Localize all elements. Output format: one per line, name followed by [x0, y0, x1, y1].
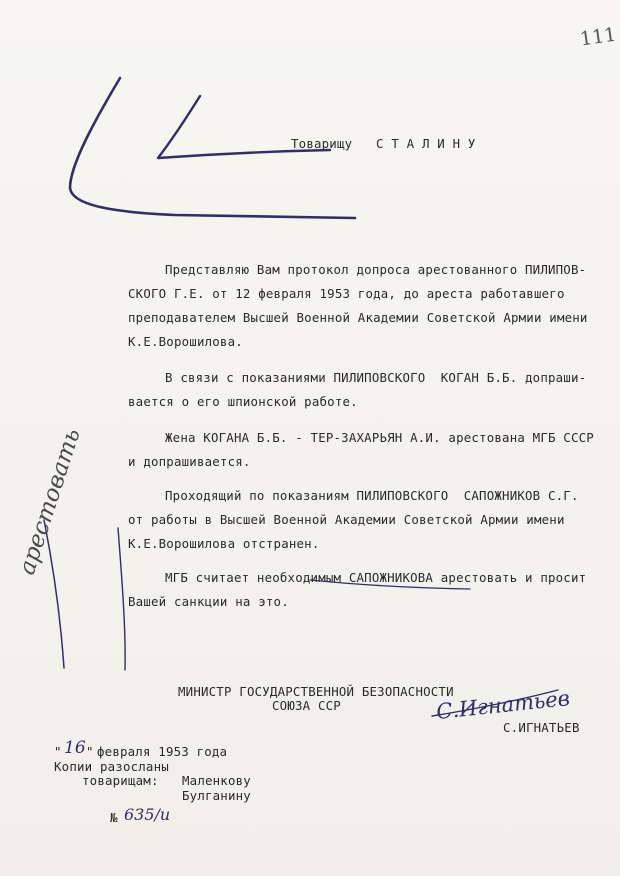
body-paragraph-1-line-3: преподавателем Высшей Военной Академии Советской Армии имени: [128, 310, 588, 325]
body-paragraph-2-line-1: В связи с показаниями ПИЛИПОВСКОГО КОГАН Б.Б. допраши-: [165, 370, 587, 385]
body-paragraph-2-line-2: вается о его шпионской работе.: [128, 394, 358, 409]
date-rest: февраля 1953 года: [97, 744, 228, 759]
recipient-2: Булганину: [182, 788, 251, 803]
body-paragraph-4-line-2: от работы в Высшей Военной Академии Советской Армии имени: [128, 512, 565, 527]
archive-page-number: 111: [578, 23, 618, 51]
recipient-1: Маленкову: [182, 773, 251, 788]
body-paragraph-1-line-2: СКОГО Г.Е. от 12 февраля 1953 года, до ареста работавшего: [128, 286, 565, 301]
body-paragraph-1-line-4: К.Е.Ворошилова.: [128, 334, 243, 349]
recipients-label: товарищам:: [82, 773, 159, 788]
body-paragraph-5-line-2: Вашей санкции на это.: [128, 594, 289, 609]
body-paragraph-3-line-2: и допрашивается.: [128, 454, 251, 469]
registration-prefix: №: [110, 810, 118, 825]
date-quote-close: ": [86, 744, 94, 759]
body-paragraph-5-line-1: МГБ считает необходимым САПОЖНИКОВА арестовать и просит: [165, 570, 587, 585]
signature-title-line-1: МИНИСТР ГОСУДАРСТВЕННОЙ БЕЗОПАСНОСТИ: [178, 684, 454, 699]
body-paragraph-4-line-1: Проходящий по показаниям ПИЛИПОВСКОГО САПОЖНИКОВ С.Г.: [165, 488, 579, 503]
margin-resolution: арестовать: [14, 425, 86, 579]
body-paragraph-4-line-3: К.Е.Ворошилова отстранен.: [128, 536, 320, 551]
date-quote-open: ": [54, 744, 62, 759]
body-paragraph-1-line-1: Представляю Вам протокол допроса арестованного ПИЛИПОВ-: [165, 262, 587, 277]
date-day-handwritten: 16: [64, 738, 86, 758]
registration-number: 635/и: [124, 805, 171, 824]
addressee-name: С Т А Л И Н У: [376, 136, 476, 151]
signature-title-line-2: СОЮЗА ССР: [272, 698, 341, 713]
handwritten-signature: С.Игнатьев: [435, 686, 571, 724]
signer-name: С.ИГНАТЬЕВ: [503, 720, 580, 735]
addressee-salutation: Товарищу: [291, 136, 353, 151]
copies-line: Копии разосланы: [54, 759, 169, 774]
body-paragraph-3-line-1: Жена КОГАНА Б.Б. - ТЕР-ЗАХАРЬЯН А.И. арестована МГБ СССР: [165, 430, 594, 445]
margin-stroke-2: [118, 528, 125, 670]
